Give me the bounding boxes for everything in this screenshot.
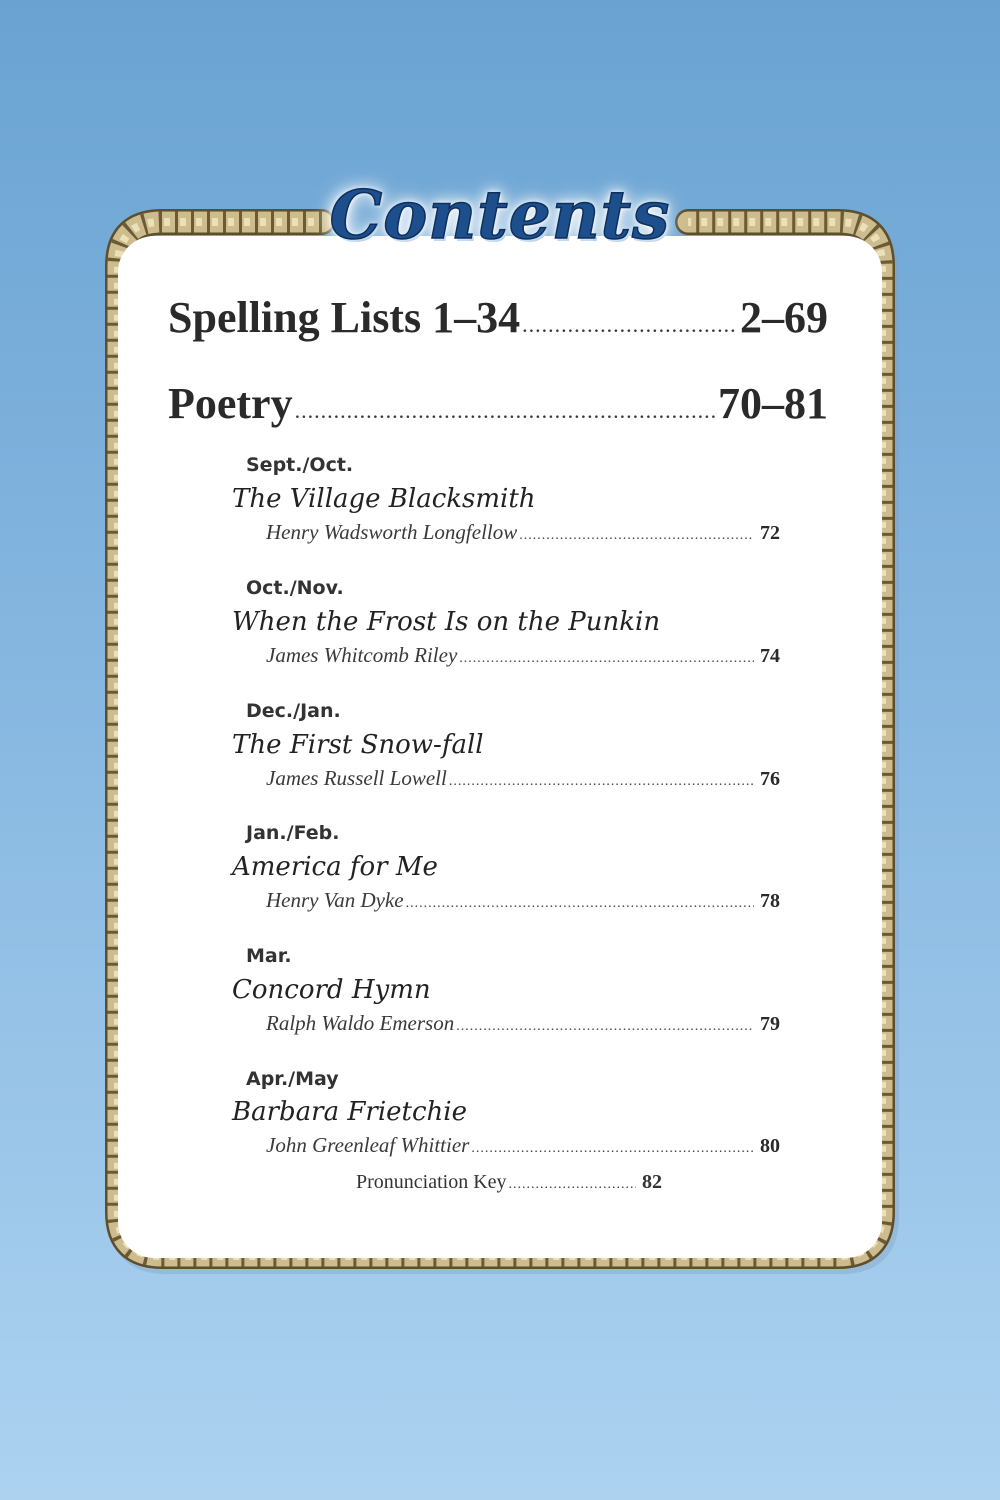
poem-title[interactable]: America for Me bbox=[232, 852, 438, 882]
poem-page: 79 bbox=[760, 1013, 780, 1035]
dot-leader bbox=[459, 651, 754, 667]
dot-leader bbox=[522, 312, 738, 338]
poem-author-row[interactable] bbox=[266, 520, 780, 545]
toc-entry-pronunciation-key[interactable] bbox=[356, 1171, 662, 1194]
poem-author: James Whitcomb Riley bbox=[266, 643, 458, 667]
toc-entry-spelling-lists[interactable] bbox=[168, 292, 828, 343]
poem-season: Jan./Feb. bbox=[246, 822, 340, 844]
poem-page: 74 bbox=[760, 645, 780, 667]
poem-title[interactable]: Barbara Frietchie bbox=[232, 1097, 468, 1127]
pronunciation-key-page: 82 bbox=[642, 1171, 662, 1193]
dot-leader bbox=[295, 398, 716, 424]
toc-entry-label: Spelling Lists 1–34 bbox=[168, 293, 521, 342]
poem-title[interactable]: Concord Hymn bbox=[232, 975, 431, 1005]
poem-author: James Russell Lowell bbox=[266, 766, 447, 790]
poem-title[interactable]: The First Snow-fall bbox=[232, 730, 484, 760]
poem-author-row[interactable] bbox=[266, 1133, 780, 1158]
poem-title[interactable]: When the Frost Is on the Punkin bbox=[232, 607, 661, 637]
poem-page: 76 bbox=[760, 768, 780, 790]
pronunciation-key-label: Pronunciation Key bbox=[356, 1171, 507, 1193]
poem-author-row[interactable] bbox=[266, 1011, 780, 1036]
poem-season: Mar. bbox=[246, 945, 292, 967]
poem-title[interactable]: The Village Blacksmith bbox=[232, 484, 536, 514]
dot-leader bbox=[456, 1019, 754, 1035]
toc-entry-poetry[interactable] bbox=[168, 378, 828, 429]
poem-page: 78 bbox=[760, 890, 780, 912]
toc-entry-label: Poetry bbox=[168, 379, 293, 428]
poem-season: Sept./Oct. bbox=[246, 454, 354, 476]
poem-page: 72 bbox=[760, 522, 780, 544]
poem-page: 80 bbox=[760, 1135, 780, 1157]
page-title: Contents bbox=[329, 176, 671, 254]
poem-author-row[interactable] bbox=[266, 643, 780, 668]
poem-season: Oct./Nov. bbox=[246, 577, 344, 599]
poem-season: Apr./May bbox=[246, 1068, 339, 1090]
poem-author: Ralph Waldo Emerson bbox=[266, 1011, 455, 1035]
poem-author-row[interactable] bbox=[266, 888, 780, 913]
poem-author: Henry Van Dyke bbox=[266, 888, 404, 912]
dot-leader bbox=[519, 528, 754, 544]
dot-leader bbox=[449, 774, 754, 790]
toc-entry-pages: 2–69 bbox=[740, 293, 828, 342]
dot-leader bbox=[471, 1141, 754, 1157]
poem-author: John Greenleaf Whittier bbox=[266, 1133, 470, 1157]
dot-leader bbox=[406, 896, 754, 912]
poem-author: Henry Wadsworth Longfellow bbox=[266, 520, 518, 544]
dot-leader bbox=[509, 1177, 636, 1193]
poem-season: Dec./Jan. bbox=[246, 700, 341, 722]
toc-entry-pages: 70–81 bbox=[718, 379, 828, 428]
poem-author-row[interactable] bbox=[266, 766, 780, 791]
